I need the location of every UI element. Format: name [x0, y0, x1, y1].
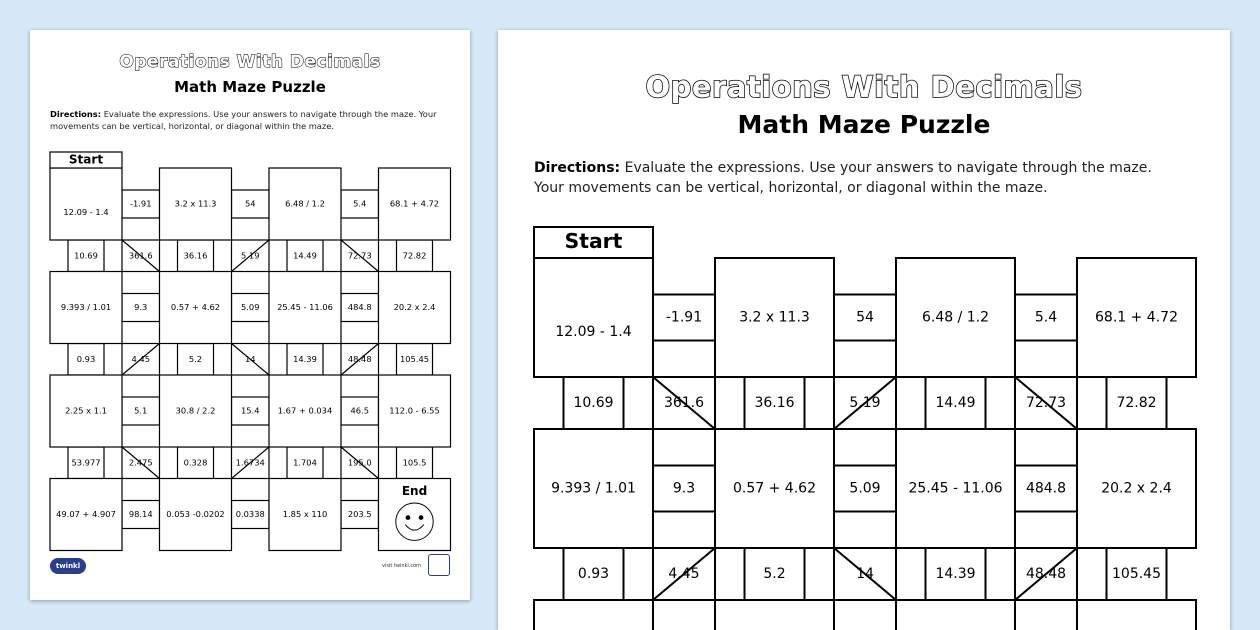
answer-label: 0.93	[76, 353, 96, 364]
answer-label: 15.4	[241, 405, 260, 416]
answer-label: -1.91	[130, 198, 152, 209]
worksheet-thumbnail	[30, 30, 470, 600]
maze-box	[1077, 600, 1196, 630]
answer-label: 14.39	[935, 566, 976, 582]
answer-label: 5.19	[849, 395, 881, 411]
answer-label: 46.5	[350, 405, 369, 416]
maze-box	[715, 600, 834, 630]
answer-label: 361.6	[663, 395, 705, 411]
answer-label: 5.09	[241, 302, 260, 312]
expression-text: 3.2 x 11.3	[739, 309, 810, 326]
expression-text: 1.85 x 110	[282, 509, 328, 519]
answer-label: 5.4	[353, 198, 367, 209]
answer-label: 72.82	[1116, 395, 1157, 411]
expression-text: 30.8 / 2.2	[175, 405, 216, 416]
page-title: Operations With Decimals	[119, 52, 381, 72]
expression-text: 6.48 / 1.2	[285, 198, 325, 209]
maze-box	[534, 258, 653, 377]
answer-label: 105.45	[1112, 566, 1161, 582]
answer-label: 5.1	[134, 405, 148, 416]
expression-text: 12.09 - 1.4	[63, 207, 109, 218]
answer-label: 48.48	[1025, 566, 1067, 582]
badge-icon	[428, 554, 450, 576]
answer-label: 9.3	[134, 302, 148, 312]
answer-label: 5.2	[763, 566, 786, 582]
maze-box	[534, 600, 653, 630]
expression-text: 68.1 + 4.72	[1095, 309, 1178, 326]
answer-label: 72.73	[347, 250, 372, 261]
answer-label: 72.82	[402, 250, 427, 261]
expression-text: 9.393 / 1.01	[551, 480, 636, 497]
expression-text: 12.09 - 1.4	[555, 323, 632, 340]
expression-text: 3.2 x 11.3	[174, 198, 217, 209]
answer-label: 484.8	[347, 302, 372, 312]
expression-text: 6.48 / 1.2	[921, 309, 990, 326]
expression-text: 25.45 - 11.06	[277, 302, 333, 312]
start-label: Start	[68, 152, 104, 167]
answer-label: 0.0338	[235, 509, 265, 519]
worksheet-zoomed	[498, 30, 1230, 630]
page-subtitle: Math Maze Puzzle	[174, 78, 326, 96]
answer-label: 14.49	[293, 250, 317, 261]
expression-text: 0.053 -0.0202	[166, 509, 225, 519]
logo-text: twinkl	[55, 562, 81, 570]
answer-label: 14.39	[293, 353, 317, 364]
end-label: End	[401, 483, 428, 498]
footer-url: visit twinkl.com	[382, 563, 422, 569]
directions-text-zoomed: Evaluate the expressions. Use your answers to navigate through the maze. Your movements can be vertical, horizontal, or diagonal within the maze.	[534, 160, 1152, 197]
directions-text: Evaluate the expressions. Use your answers to navigate through the maze. Your movements can be vertical, horizontal, or diagonal within the maze.	[50, 109, 437, 132]
expression-text: 49.07 + 4.907	[56, 509, 116, 519]
answer-label: 1.704	[293, 457, 317, 468]
answer-label: 2.475	[128, 457, 153, 468]
answer-label: 4.45	[668, 566, 700, 582]
answer-label: 10.69	[74, 250, 98, 261]
expression-text: 68.1 + 4.72	[389, 198, 440, 209]
answer-label: 361.6	[128, 250, 153, 261]
answer-label: 98.14	[128, 509, 153, 519]
answer-label: 0.328	[183, 457, 208, 468]
maze-box	[50, 168, 122, 240]
answer-label: 4.45	[131, 353, 150, 364]
answer-label: 53.977	[71, 457, 101, 468]
answer-label: 105.5	[402, 457, 427, 468]
answer-label: 10.69	[573, 395, 614, 411]
answer-label: 5.09	[849, 480, 881, 497]
answer-label: 0.93	[577, 566, 610, 582]
directions-label-zoomed: Directions:	[534, 160, 621, 176]
answer-label: 72.73	[1025, 395, 1067, 411]
expression-text: 9.393 / 1.01	[60, 302, 112, 312]
twinkl-logo	[50, 558, 86, 574]
expression-text: 0.57 + 4.62	[733, 480, 816, 497]
expression-text: 20.2 x 2.4	[393, 302, 436, 312]
expression-text: 112.0 - 6.55	[389, 405, 440, 416]
answer-label: 195.0	[347, 457, 372, 468]
expression-text: 0.57 + 4.62	[170, 302, 221, 312]
maze-box	[896, 600, 1015, 630]
answer-label: 14	[244, 353, 256, 364]
answer-label: 105.45	[399, 353, 430, 364]
expression-text: 20.2 x 2.4	[1101, 480, 1172, 497]
start-label: Start	[564, 229, 623, 253]
maze-grid-zoomed	[498, 30, 1230, 630]
directions-label: Directions:	[50, 109, 102, 119]
answer-label: 484.8	[1025, 480, 1067, 497]
answer-label: 54	[244, 198, 256, 209]
answer-label: 48.48	[347, 353, 372, 364]
maze-boxes	[50, 152, 451, 551]
answer-label: 36.16	[183, 250, 208, 261]
expression-text: 25.45 - 11.06	[908, 480, 1003, 497]
maze-grid	[30, 30, 470, 519]
page-title-zoomed: Operations With Decimals	[645, 70, 1083, 104]
answer-label: 9.3	[672, 480, 696, 497]
expression-text: 1.67 + 0.034	[277, 405, 333, 416]
answer-label: 203.5	[347, 509, 372, 519]
expression-text: 2.25 x 1.1	[65, 405, 107, 416]
answer-label: -1.91	[665, 309, 703, 326]
answer-label: 5.19	[241, 250, 260, 261]
answer-label: 14.49	[935, 395, 976, 411]
answer-label: 1.6734	[235, 457, 265, 468]
answer-label: 14	[856, 566, 874, 582]
answer-label: 54	[856, 309, 874, 326]
page-subtitle-zoomed: Math Maze Puzzle	[737, 110, 991, 139]
answer-label: 5.2	[188, 353, 203, 364]
answer-label: 36.16	[754, 395, 795, 411]
answer-label: 5.4	[1034, 309, 1058, 326]
